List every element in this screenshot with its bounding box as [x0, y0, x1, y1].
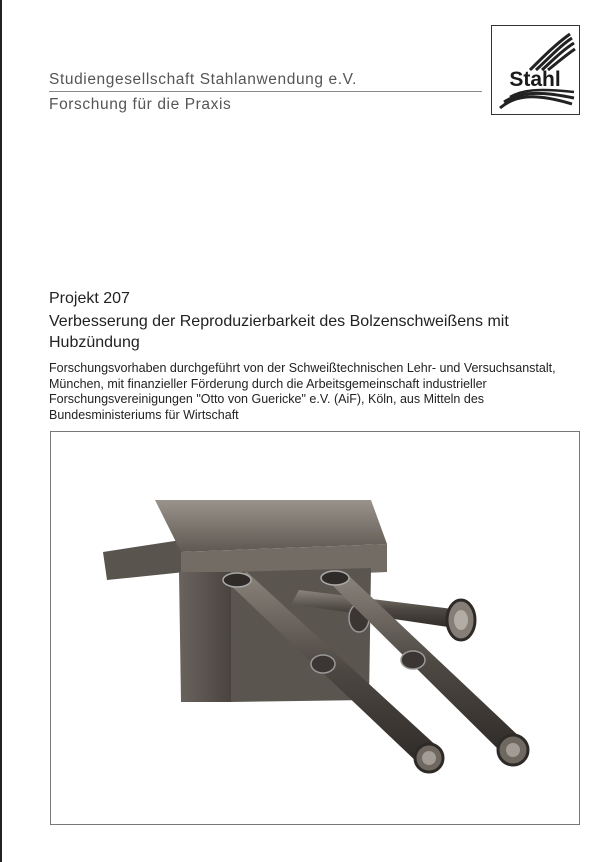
organization-tagline: Forschung für die Praxis — [49, 96, 232, 113]
logo-wordmark: Stahl — [509, 68, 561, 91]
project-description: Forschungsvorhaben durchgeführt von der Schweißtechnischen Lehr- und Versuchsanstalt, München, mit finanzieller Förderung durch die Arbeitsgemeinschaft industrieller Forschungsvereinigungen "Otto von Guericke" e.V. (AiF), Köln, aus Mitteln des Bundesministeriums für Wirtschaft — [49, 361, 556, 422]
stahl-logo-graphic — [492, 26, 579, 114]
header-divider — [49, 91, 482, 92]
page-edge-line — [0, 0, 2, 862]
project-title: Verbesserung der Reproduzierbarkeit des Bolzenschweißens mit Hubzündung — [49, 313, 509, 351]
organization-name: Studiengesellschaft Stahlanwendung e.V. — [49, 71, 358, 88]
welded-studs-photo — [51, 432, 579, 824]
project-number: Projekt 207 — [49, 290, 130, 307]
stahl-logo — [491, 25, 580, 115]
cover-photo — [50, 431, 580, 825]
